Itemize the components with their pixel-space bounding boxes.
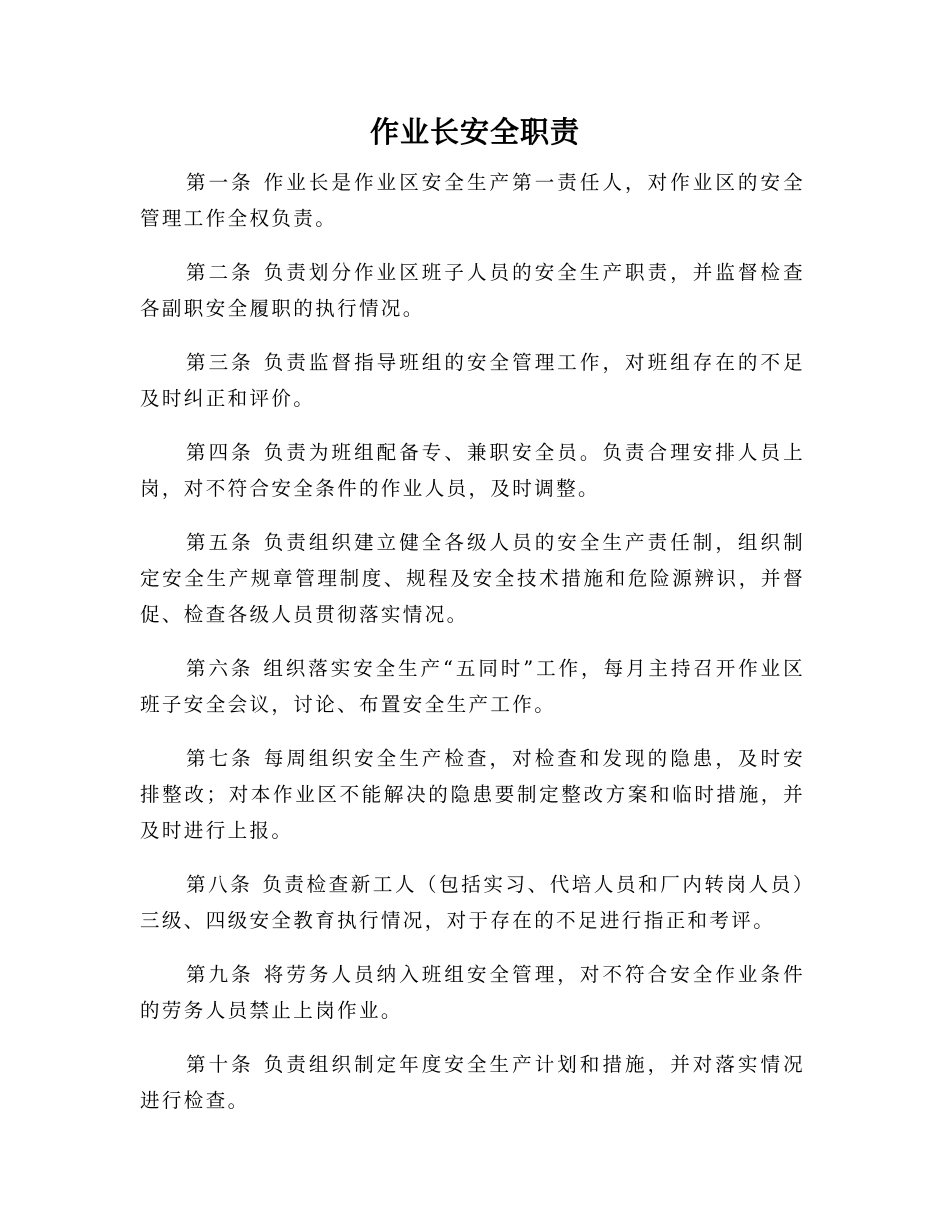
article-text: 负责检查新工人（包括实习、代培人员和厂内转岗人员）三级、四级安全教育执行情况，对于存在的不足进行指正和考评。	[140, 873, 805, 932]
article-number: 第五条	[186, 531, 254, 554]
article-text: 负责划分作业区班子人员的安全生产职责，并监督检查各副职安全履职的执行情况。	[140, 261, 805, 320]
article-4	[140, 435, 805, 507]
article-5	[140, 525, 805, 633]
article-text: 负责监督指导班组的安全管理工作，对班组存在的不足及时纠正和评价。	[140, 351, 805, 410]
article-text: 组织落实安全生产“五同时”工作，每月主持召开作业区班子安全会议，讨论、布置安全生产工作。	[140, 657, 805, 716]
article-10	[140, 1047, 805, 1119]
article-3	[140, 345, 805, 417]
article-number: 第二条	[186, 261, 254, 284]
article-number: 第六条	[186, 657, 254, 680]
article-number: 第八条	[186, 873, 253, 896]
article-6	[140, 651, 805, 723]
article-number: 第九条	[186, 963, 254, 986]
article-text: 负责为班组配备专、兼职安全员。负责合理安排人员上岗，对不符合安全条件的作业人员，及时调整。	[140, 441, 805, 500]
article-text: 作业长是作业区安全生产第一责任人，对作业区的安全管理工作全权负责。	[140, 171, 805, 230]
article-7	[140, 741, 805, 849]
article-number: 第四条	[186, 441, 254, 464]
article-2	[140, 255, 805, 327]
document-title: 作业长安全职责	[369, 115, 580, 149]
article-text: 将劳务人员纳入班组安全管理，对不符合安全作业条件的劳务人员禁止上岗作业。	[140, 963, 805, 1022]
article-text: 负责组织制定年度安全生产计划和措施，并对落实情况进行检查。	[140, 1053, 805, 1112]
article-number: 第一条	[186, 171, 254, 194]
article-text: 每周组织安全生产检查，对检查和发现的隐患，及时安排整改；对本作业区不能解决的隐患要制定整改方案和临时措施，并及时进行上报。	[140, 747, 805, 842]
article-8	[140, 867, 805, 939]
article-text: 负责组织建立健全各级人员的安全生产责任制，组织制定安全生产规章管理制度、规程及安全技术措施和危险源辨识，并督促、检查各级人员贯彻落实情况。	[140, 531, 805, 626]
article-number: 第七条	[186, 747, 254, 770]
article-1	[140, 165, 805, 237]
article-number: 第十条	[186, 1053, 254, 1076]
article-9	[140, 957, 805, 1029]
article-number: 第三条	[186, 351, 254, 374]
